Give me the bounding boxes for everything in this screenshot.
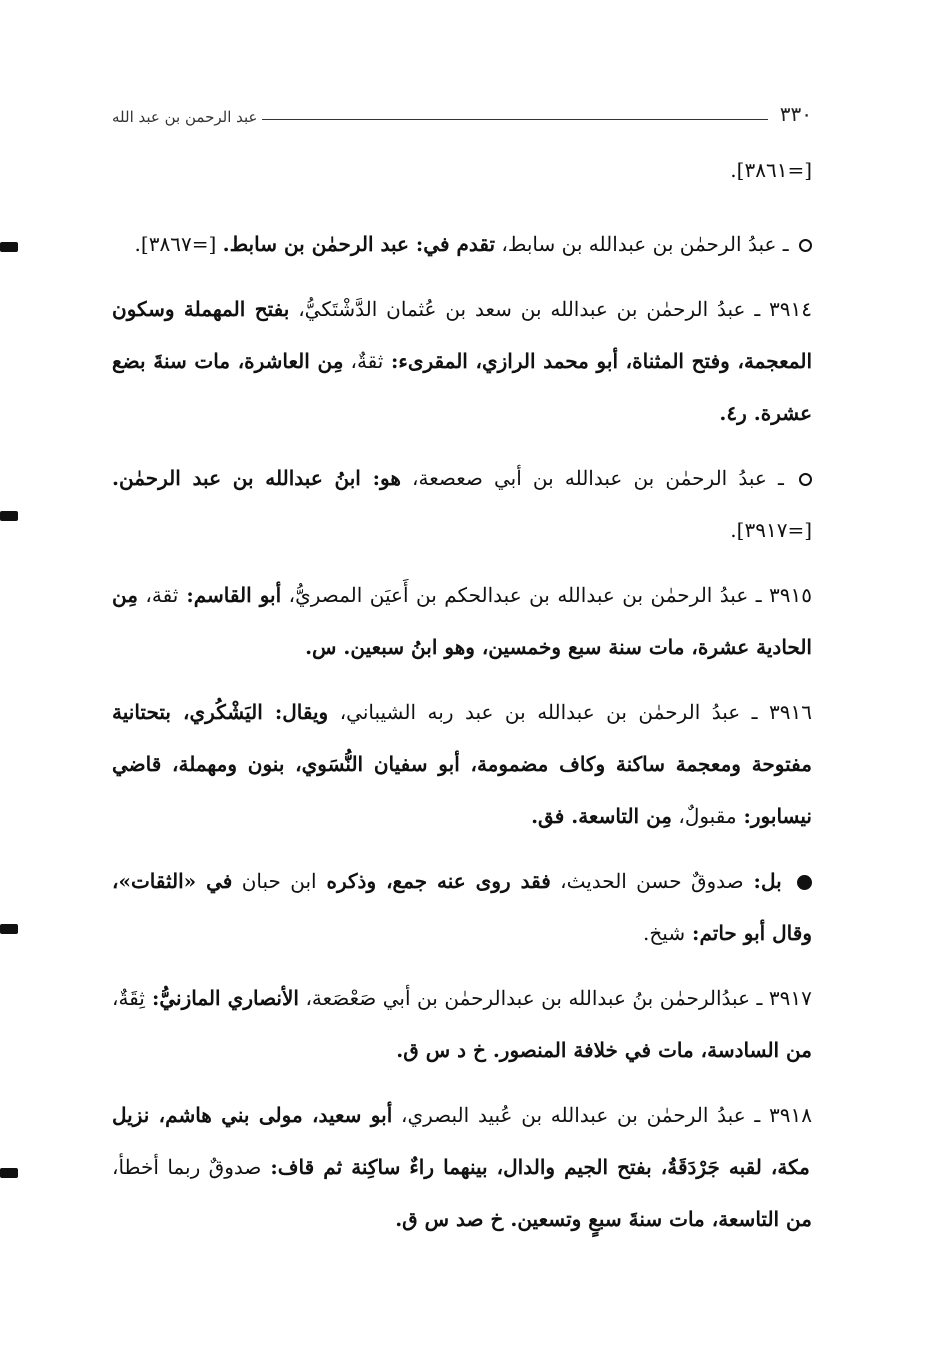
cross-reference: [=٣٩١٧].	[730, 518, 812, 542]
entry-grade: ثقةٌ،	[343, 349, 384, 373]
entry-name: عبدُ الرحمٰن بن عبدالله بن عُبيد البصري،	[392, 1103, 746, 1127]
entry-description: أبو سعيد، مولى بني هاشم، نزيل مكة، لقبه جَرْدَقَةُ، بفتح الجيم والدال، بينهما راءٌ ساكِنة ثم قاف:	[112, 1103, 810, 1179]
bullet-dot-icon	[797, 875, 812, 890]
entry-details: مِن العاشرة، مات سنةَ بضع عشرة. ر٤.	[112, 349, 812, 425]
entry-3916	[112, 686, 812, 842]
entry-grade: صدوقٌ ربما أخطأ،	[112, 1155, 262, 1179]
note-grade: صدوقٌ حسن الحديث،	[550, 869, 744, 893]
scan-edge-mark	[0, 511, 18, 521]
entry-cross-ref-1	[112, 218, 812, 270]
running-title: عبد الرحمن بن عبد الله	[112, 108, 258, 126]
entry-name: ـ عبدُ الرحمٰن بن عبدالله بن سابط،	[495, 232, 789, 256]
entry-3917	[112, 972, 812, 1076]
scan-edge-mark	[0, 924, 18, 934]
note-text: فقد روى عنه جمع، وذكره	[316, 869, 551, 893]
entry-name: عبدُ الرحمٰن بن عبدالله بن عبدالحكم بن أَعيَن المصريُّ،	[281, 583, 749, 607]
header-rule	[262, 119, 768, 120]
editor-note	[112, 855, 812, 959]
entry-cross-ref-2	[112, 452, 812, 556]
entry-description: ويقال: اليَشْكُري، بتحتانية مفتوحة ومعجمة ساكنة وكاف مضمومة، أبو سفيان النُّسَوي، بنون ومهملة، قاضي نيسابور:	[112, 700, 812, 828]
entry-name: عبدُالرحمٰن بنُ عبدالله بن عبدالرحمٰن بن أبي صَعْصَعة،	[298, 986, 750, 1010]
cross-reference: [=٣٨٦٧].	[134, 232, 217, 256]
page-number: ٣٣٠	[779, 102, 812, 126]
entry-description: أبو القاسم:	[178, 583, 282, 607]
scan-edge-mark	[0, 242, 18, 252]
entry-note: تقدم في: عبد الرحمٰن بن سابط.	[222, 232, 496, 256]
continued-reference	[112, 144, 812, 196]
cross-reference: [=٣٨٦١].	[730, 158, 812, 182]
entry-note: هو: ابنُ عبدالله بن عبد الرحمٰن.	[112, 466, 401, 490]
scan-edge-mark	[0, 1168, 18, 1178]
note-text: في «الثقات»، وقال أبو حاتم:	[112, 869, 812, 945]
entry-description: بفتح المهملة وسكون المعجمة، وفتح المثناة، أبو محمد الرازي، المقرىء:	[112, 297, 812, 373]
entry-3914	[112, 283, 812, 439]
entry-details: من التاسعة، مات سنةَ سبعٍ وتسعين. خ صد س ق.	[395, 1207, 812, 1231]
entry-details: مِن التاسعة. فق.	[531, 804, 672, 828]
page-body	[112, 144, 812, 1258]
entry-3915	[112, 569, 812, 673]
entry-number: ٣٩١٧ ـ	[750, 986, 812, 1010]
entry-name: عبدُ الرحمٰن بن عبدالله بن سعد بن عُثمان الدَّشْتَكيُّ،	[289, 297, 746, 321]
entry-number: ٣٩١٥ ـ	[748, 583, 813, 607]
entry-grade: مقبولٌ،	[672, 804, 737, 828]
entry-details: من السادسة، مات في خلافة المنصور. خ د س ق.	[396, 1038, 812, 1062]
note-quote: شيخ.	[643, 921, 686, 945]
circle-marker-icon	[799, 239, 812, 252]
entry-description: الأنصاري المازنيُّ:	[144, 986, 299, 1010]
note-prefix: بل:	[743, 869, 782, 893]
circle-marker-icon	[799, 473, 812, 486]
entry-3918	[112, 1089, 812, 1245]
entry-name: عبدُ الرحمٰن بن عبدالله بن عبد ربه الشيباني،	[328, 700, 741, 724]
entry-details: مِن الحادية عشرة، مات سنة سبع وخمسين، وهو ابنُ سبعين. س.	[112, 583, 812, 659]
note-source: ابن حبان	[232, 869, 317, 893]
page-header	[112, 96, 812, 126]
entry-number: ٣٩١٦ ـ	[740, 700, 812, 724]
entry-grade: ثِقَةٌ،	[112, 986, 145, 1010]
entry-name: ـ عبدُ الرحمٰن بن عبدالله بن أبي صعصعة،	[400, 466, 784, 490]
entry-number: ٣٩١٤ ـ	[745, 297, 812, 321]
entry-number: ٣٩١٨ ـ	[745, 1103, 812, 1127]
entry-grade: ثقة،	[137, 583, 179, 607]
